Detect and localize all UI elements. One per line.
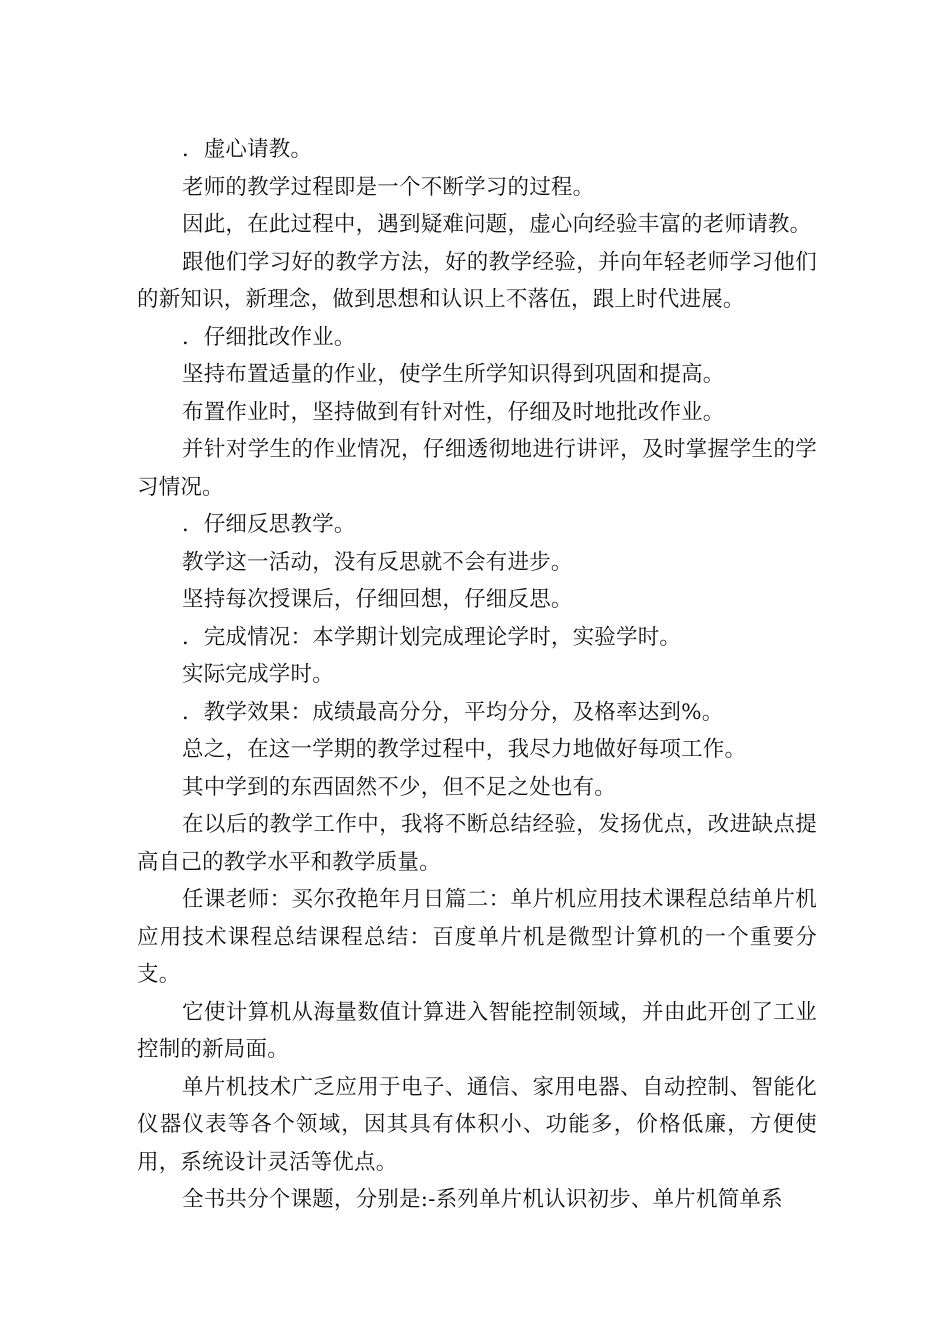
paragraph: ．仔细批改作业。 xyxy=(182,324,356,350)
paragraph: 跟他们学习好的教学方法，好的教学经验，并向年轻老师学习他们的新知识，新理念，做到思想和认识上不落伍，跟上时代进展。 xyxy=(137,249,817,312)
paragraph: 并针对学生的作业情况，仔细透彻地进行讲评，及时掌握学生的学习情况。 xyxy=(137,437,817,500)
paragraph: 老师的教学过程即是一个不断学习的过程。 xyxy=(182,174,595,200)
paragraph: 坚持每次授课后，仔细回想，仔细反思。 xyxy=(182,587,573,612)
paragraph: 布置作业时，坚持做到有针对性，仔细及时地批改作业。 xyxy=(182,399,725,425)
paragraph: ．教学效果：成绩最高分分，平均分分，及格率达到%。 xyxy=(182,699,724,725)
paragraph: 总之，在这一学期的教学过程中，我尽力地做好每项工作。 xyxy=(182,737,747,762)
paragraph: 任课老师：买尔孜艳年月日篇二：单片机应用技术课程总结单片机应用技术课程总结课程总结：百度单片机是微型计算机的一个重要分支。 xyxy=(137,887,817,987)
paragraph: ．虚心请教。 xyxy=(182,137,313,162)
paragraph: 因此，在此过程中，遇到疑难问题，虚心向经验丰富的老师请教。 xyxy=(182,212,812,237)
paragraph: ．仔细反思教学。 xyxy=(182,512,356,537)
document-body xyxy=(137,131,817,1219)
paragraph: ．完成情况：本学期计划完成理论学时，实验学时。 xyxy=(182,624,682,650)
paragraph: 教学这一活动，没有反思就不会有进步。 xyxy=(182,549,573,575)
paragraph: 它使计算机从海量数值计算进入智能控制领域，并由此开创了工业控制的新局面。 xyxy=(137,999,817,1062)
paragraph: 实际完成学时。 xyxy=(182,662,334,687)
paragraph: 在以后的教学工作中，我将不断总结经验，发扬优点，改进缺点提高自己的教学水平和教学质量。 xyxy=(137,812,817,875)
paragraph: 单片机技术广乏应用于电子、通信、家用电器、自动控制、智能化仪器仪表等各个领域，因其具有体积小、功能多，价格低廉，方便使用，系统设计灵活等优点。 xyxy=(137,1074,817,1175)
paragraph: 全书共分个课题，分别是:-系列单片机认识初步、单片机简单系 xyxy=(182,1187,783,1212)
paragraph: 坚持布置适量的作业，使学生所学知识得到巩固和提高。 xyxy=(182,362,725,387)
paragraph: 其中学到的东西固然不少，但不足之处也有。 xyxy=(182,774,617,800)
